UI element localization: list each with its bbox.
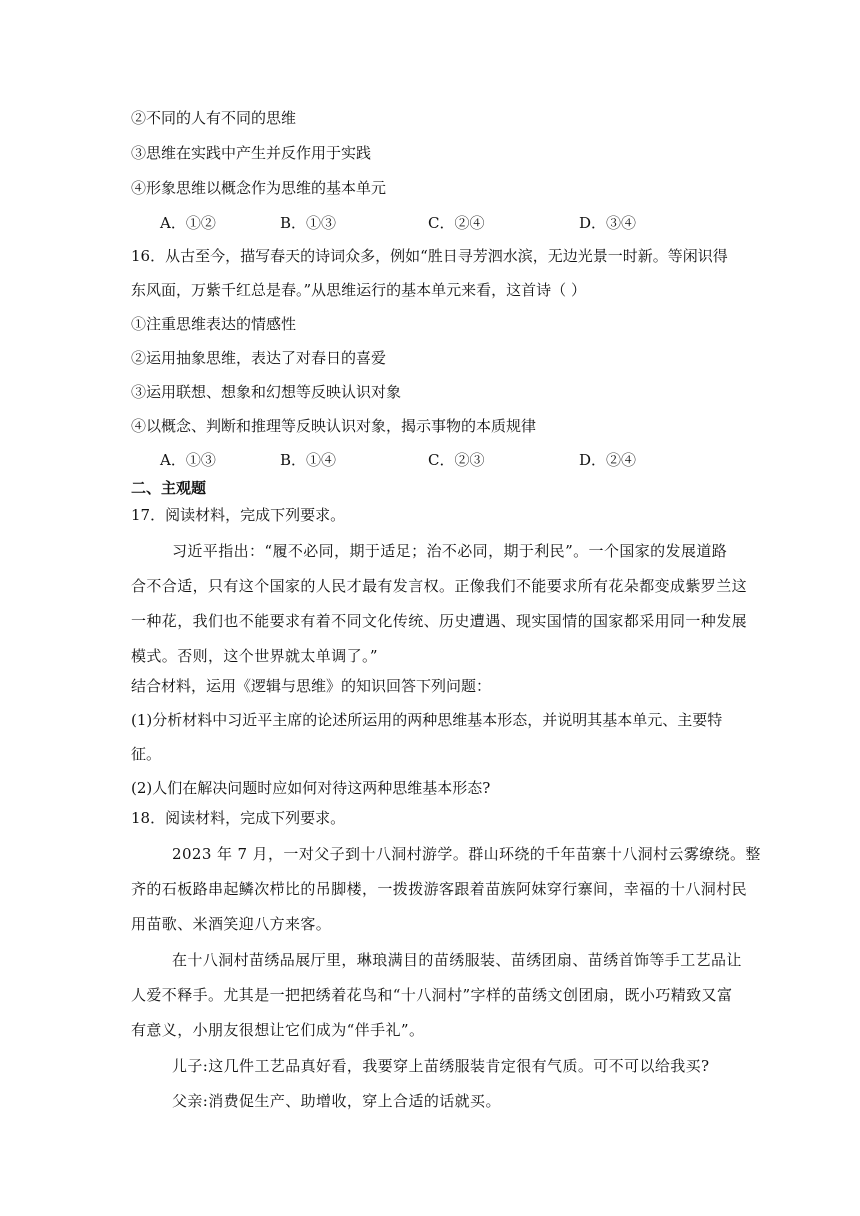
q17-sub1-line1: (1)分析材料中习近平主席的论述所运用的两种思维基本形态，并说明其基本单元、主要特: [131, 711, 723, 729]
q15-option-c[interactable]: C．②④: [428, 214, 485, 232]
q16-option-b[interactable]: B．①④: [280, 451, 337, 469]
q17-stem: 17．阅读材料，完成下列要求。: [131, 506, 346, 524]
q15-item-3: ③思维在实践中产生并反作用于实践: [131, 144, 372, 162]
q15-item-2: ②不同的人有不同的思维: [131, 109, 297, 127]
q17-material-line2: 合不合适，只有这个国家的人民才最有发言权。正像我们不能要求所有花朵都变成紫罗兰这: [131, 577, 748, 595]
q18-dialog-father: 父亲:消费促生产、助增收，穿上合适的话就买。: [172, 1092, 501, 1110]
q16-item-2: ②运用抽象思维，表达了对春日的喜爱: [131, 349, 387, 367]
section-heading: 二、主观题: [131, 479, 207, 497]
q17-material-line1: 习近平指出：“履不必同，期于适足；治不必同，期于利民”。一个国家的发展道路: [172, 542, 728, 560]
q16-item-4: ④以概念、判断和推理等反映认识对象，揭示事物的本质规律: [131, 417, 537, 435]
q16-item-1: ①注重思维表达的情感性: [131, 315, 297, 333]
q18-para2-line3: 有意义，小朋友很想让它们成为“伴手礼”。: [131, 1021, 425, 1039]
q17-material-line4: 模式。否则，这个世界就太单调了。”: [131, 647, 378, 665]
q18-para2-line2: 人爱不释手。尤其是一把把绣着花鸟和“十八洞村”字样的苗绣文创团扇，既小巧精致又富: [131, 986, 733, 1004]
q15-option-d[interactable]: D．③④: [579, 214, 637, 232]
q16-item-3: ③运用联想、想象和幻想等反映认识对象: [131, 383, 402, 401]
q18-para1-line1: 2023 年 7 月，一对父子到十八洞村游学。群山环绕的千年苗寨十八洞村云雾缭绕。整: [172, 845, 761, 863]
q16-stem-line2: 东风面，万紫千红总是春。”从思维运行的基本单元来看，这首诗（ ）: [131, 281, 586, 299]
q16-stem-line1: 16．从古至今，描写春天的诗词众多，例如“胜日寻芳泗水滨，无边光景一时新。等闲识得: [131, 247, 728, 265]
q18-para1-line2: 齐的石板路串起鳞次栉比的吊脚楼，一拨拨游客跟着苗族阿妹穿行寨间，幸福的十八洞村民: [131, 880, 748, 898]
q18-dialog-son: 儿子:这几件工艺品真好看，我要穿上苗绣服装肯定很有气质。可不可以给我买?: [172, 1057, 710, 1075]
q15-option-b[interactable]: B．①③: [280, 214, 337, 232]
q17-sub1-line2: 征。: [131, 745, 162, 763]
q16-option-c[interactable]: C．②③: [428, 451, 485, 469]
q17-instruction: 结合材料，运用《逻辑与思维》的知识回答下列问题：: [131, 677, 492, 695]
q17-sub2: (2)人们在解决问题时应如何对待这两种思维基本形态?: [131, 779, 491, 797]
q15-option-a[interactable]: A．①②: [160, 214, 216, 232]
q16-option-d[interactable]: D．②④: [579, 451, 637, 469]
q16-option-a[interactable]: A．①③: [160, 451, 216, 469]
q18-stem: 18．阅读材料，完成下列要求。: [131, 809, 346, 827]
q18-para2-line1: 在十八洞村苗绣品展厅里，琳琅满目的苗绣服装、苗绣团扇、苗绣首饰等手工艺品让: [172, 951, 742, 969]
q17-material-line3: 一种花，我们也不能要求有着不同文化传统、历史遭遇、现实国情的国家都采用同一种发展: [131, 612, 748, 630]
q15-item-4: ④形象思维以概念作为思维的基本单元: [131, 179, 387, 197]
q18-para1-line3: 用苗歌、米酒笑迎八方来客。: [131, 915, 332, 933]
